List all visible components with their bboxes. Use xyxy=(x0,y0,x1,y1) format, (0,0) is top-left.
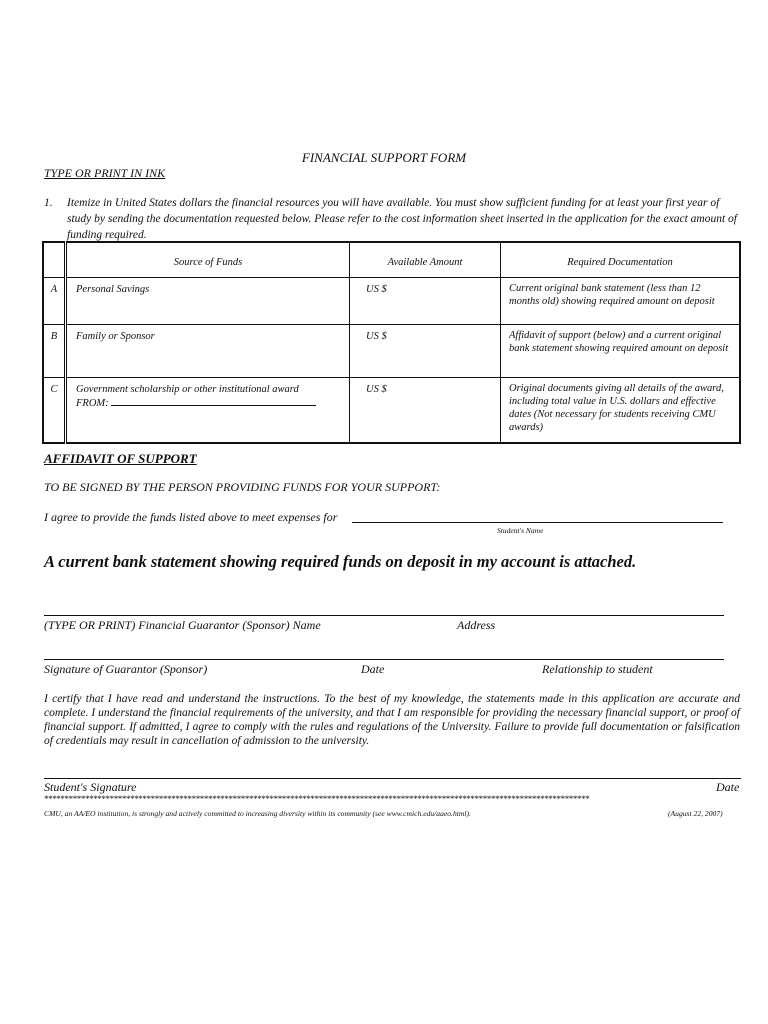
documentation-cell: Current original bank statement (less than 12 months old) showing required amount on deposit xyxy=(501,278,741,325)
agree-text: I agree to provide the funds listed above to meet expenses for xyxy=(44,510,338,524)
guarantor-signature-line[interactable] xyxy=(44,659,724,660)
source-cell: Family or Sponsor xyxy=(66,325,350,378)
source-header: Source of Funds xyxy=(66,242,350,278)
amount-header: Available Amount xyxy=(350,242,501,278)
letter-header xyxy=(43,242,66,278)
guarantor-date-label: Date xyxy=(361,662,385,676)
source-cell xyxy=(66,378,350,444)
footer-date: (August 22, 2007) xyxy=(668,809,723,818)
ink-instruction: TYPE OR PRINT IN INK xyxy=(44,166,166,180)
relationship-label: Relationship to student xyxy=(542,662,653,676)
item-1-number: 1. xyxy=(44,197,53,209)
student-signature-label: Student's Signature xyxy=(44,780,137,794)
source-cell: Personal Savings xyxy=(66,278,350,325)
row-letter: C xyxy=(43,378,66,444)
source-from-row xyxy=(76,395,343,409)
guarantor-name-line[interactable] xyxy=(44,615,724,616)
documentation-cell: Affidavit of support (below) and a current original bank statement showing required amount on deposit xyxy=(501,325,741,378)
table-row xyxy=(43,378,740,444)
student-signature-line[interactable] xyxy=(44,778,741,779)
row-letter: B xyxy=(43,325,66,378)
table-row xyxy=(43,325,740,378)
affidavit-heading: AFFIDAVIT OF SUPPORT xyxy=(44,451,197,466)
amount-field[interactable]: US $ xyxy=(350,378,501,444)
from-input-line[interactable] xyxy=(111,395,316,406)
funds-table xyxy=(42,241,741,444)
footer-note: CMU, an AA/EO institution, is strongly and actively committed to increasing diversity within its community (see www.cmich.edu/aaeo.html). xyxy=(44,809,471,818)
student-name-label: Student's Name xyxy=(497,526,544,535)
documentation-header: Required Documentation xyxy=(501,242,741,278)
item-1-text: Itemize in United States dollars the financial resources you will have available. You must show sufficient funding for at least your first year of study by sending the documentation requested below. Please refer to the cost information sheet inserted in the application for the exact amount of funding required. xyxy=(67,197,737,241)
guarantor-name-label: (TYPE OR PRINT) Financial Guarantor (Sponsor) Name xyxy=(44,618,321,632)
guarantor-signature-label: Signature of Guarantor (Sponsor) xyxy=(44,662,208,676)
documentation-cell: Original documents giving all details of the award, including total value in U.S. dollars and effective dates (Not necessary for students receiving CMU awards) xyxy=(501,378,741,444)
table-row xyxy=(43,278,740,325)
form-title: FINANCIAL SUPPORT FORM xyxy=(301,150,467,165)
from-label: FROM: xyxy=(76,398,109,409)
table-header-row xyxy=(43,242,740,278)
student-date-label: Date xyxy=(716,780,740,794)
address-label: Address xyxy=(457,618,496,632)
amount-field[interactable]: US $ xyxy=(350,325,501,378)
certification-text: I certify that I have read and understand the instructions. To the best of my knowledge, the statements made in this application are accurate and complete. I understand the financial requirements of the university, and that I am responsible for providing the necessary financial support, or proof of financial support. If admitted, I agree to comply with the rules and regulations of the University. Failure to provide full documentation or falsification of credentials may result in cancellation of admission to the university. xyxy=(44,693,740,747)
star-divider: ************************************************************************************************************************************* xyxy=(44,794,590,804)
amount-field[interactable]: US $ xyxy=(350,278,501,325)
signed-by-text: TO BE SIGNED BY THE PERSON PROVIDING FUNDS FOR YOUR SUPPORT: xyxy=(44,480,441,494)
item-1-instructions xyxy=(44,195,740,243)
student-name-line[interactable] xyxy=(352,522,723,523)
row-letter: A xyxy=(43,278,66,325)
bank-statement-text: A current bank statement showing required funds on deposit in my account is attached. xyxy=(44,552,637,571)
source-text: Government scholarship or other institutional award xyxy=(76,384,299,395)
